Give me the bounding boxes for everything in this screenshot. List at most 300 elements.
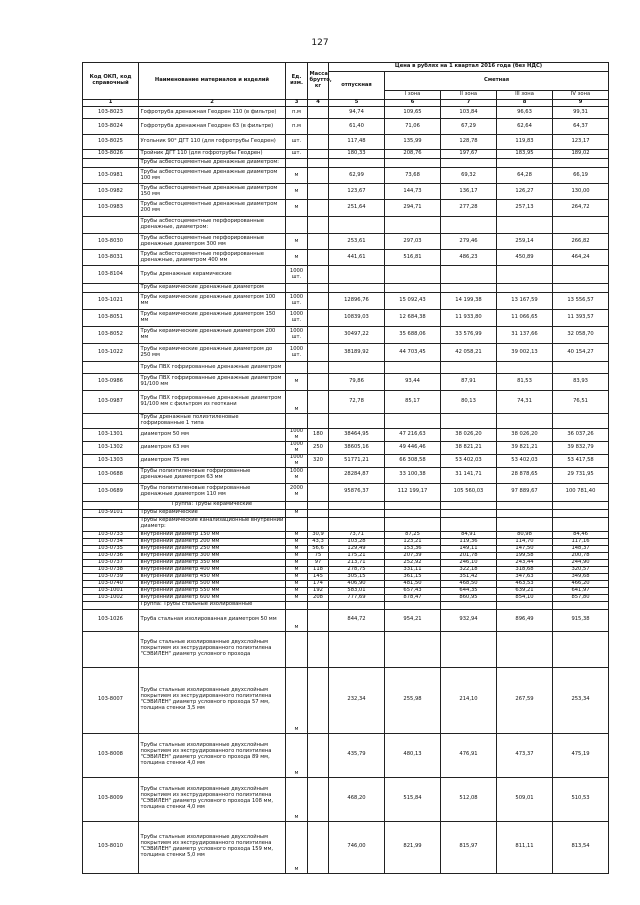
price-zone4-cell: 244,90: [553, 559, 609, 566]
price-zone4-cell: [553, 631, 609, 667]
name-cell: Трубы полиэтиленовые гофрированные дренажные диаметром 63 мм: [139, 467, 286, 483]
price-zone4-cell: 641,97: [553, 587, 609, 594]
price-zone2-cell: [441, 509, 497, 517]
mass-cell: [308, 414, 329, 429]
name-cell: Трубы стальные изолированные двухслойным покрытием из экструдированного полиэтилена "СЭВИЛЕН" диаметр условного прохода: [139, 631, 286, 667]
code-cell: 103-1002: [83, 594, 139, 601]
price-zone3-cell: 80,98: [497, 531, 553, 538]
price-zone3-cell: 896,49: [497, 609, 553, 631]
code-cell: 103-0733: [83, 531, 139, 538]
price-zone4-cell: 123,17: [553, 135, 609, 150]
name-cell: внутренний диаметр 350 мм: [139, 559, 286, 566]
price-zone1-cell: 153,36: [385, 545, 441, 552]
mass-cell: 192: [308, 587, 329, 594]
name-cell: внутренний диаметр 250 мм: [139, 545, 286, 552]
unit-cell: 1000 м: [286, 467, 308, 483]
mass-cell: [308, 250, 329, 266]
code-cell: [83, 362, 139, 374]
price-release-cell: [329, 217, 385, 234]
mass-cell: [308, 293, 329, 310]
price-zone4-cell: 53 417,58: [553, 454, 609, 467]
mass-cell: 97: [308, 559, 329, 566]
table-row: [83, 234, 609, 250]
price-zone1-cell: 294,71: [385, 200, 441, 217]
price-zone4-cell: 29 731,95: [553, 467, 609, 483]
price-zone3-cell: 28 878,65: [497, 467, 553, 483]
code-cell: 103-0983: [83, 200, 139, 217]
group-row: [83, 159, 609, 168]
price-release-cell: 10839,03: [329, 310, 385, 327]
price-zone1-cell: 516,81: [385, 250, 441, 266]
price-zone2-cell: 201,78: [441, 552, 497, 559]
code-cell: [83, 217, 139, 234]
unit-cell: м: [286, 573, 308, 580]
price-zone4-cell: [553, 414, 609, 429]
price-release-cell: 73,71: [329, 531, 385, 538]
price-release-cell: 12896,76: [329, 293, 385, 310]
price-zone2-cell: 80,13: [441, 391, 497, 414]
price-release-cell: [329, 509, 385, 517]
code-cell: 103-8026: [83, 150, 139, 159]
price-zone2-cell: [441, 501, 497, 509]
price-zone2-cell: 136,17: [441, 184, 497, 200]
header-name: Наименование материалов и изделий: [139, 63, 286, 100]
unit-cell: м: [286, 566, 308, 573]
price-release-cell: 103,28: [329, 538, 385, 545]
name-cell: Трубы асбестоцементные перфорированные дренажные, диаметром 400 мм: [139, 250, 286, 266]
price-zone3-cell: 259,14: [497, 234, 553, 250]
name-cell: Группа: Трубы стальные изолированные: [139, 601, 286, 609]
price-zone3-cell: [497, 414, 553, 429]
price-zone1-cell: 123,21: [385, 538, 441, 545]
table-row: [83, 609, 609, 631]
code-cell: 103-0987: [83, 391, 139, 414]
mass-cell: [308, 777, 329, 821]
price-release-cell: 213,71: [329, 559, 385, 566]
mass-cell: [308, 609, 329, 631]
price-zone2-cell: [441, 517, 497, 531]
price-zone2-cell: [441, 414, 497, 429]
name-cell: Трубы асбестоцементные дренажные диаметром 150 мм: [139, 184, 286, 200]
code-cell: [83, 501, 139, 509]
mass-cell: [308, 501, 329, 509]
price-zone1-cell: 73,68: [385, 168, 441, 184]
code-cell: 103-8023: [83, 107, 139, 119]
price-zone1-cell: 12 684,38: [385, 310, 441, 327]
code-cell: 103-0734: [83, 538, 139, 545]
name-cell: внутренний диаметр 600 мм: [139, 594, 286, 601]
name-cell: внутренний диаметр 150 мм: [139, 531, 286, 538]
price-zone1-cell: [385, 501, 441, 509]
code-cell: 103-1303: [83, 454, 139, 467]
price-zone2-cell: 322,18: [441, 566, 497, 573]
price-zone1-cell: 297,03: [385, 234, 441, 250]
price-release-cell: 38189,92: [329, 344, 385, 362]
price-zone4-cell: 200,78: [553, 552, 609, 559]
mass-cell: 30,9: [308, 531, 329, 538]
name-cell: Трубы асбестоцементные дренажные диаметром 100 мм: [139, 168, 286, 184]
name-cell: Тройник ДГТ 110 (для гофротрубы Геодрен): [139, 150, 286, 159]
mass-cell: [308, 601, 329, 609]
price-zone1-cell: 135,99: [385, 135, 441, 150]
name-cell: Трубы стальные изолированные двухслойным покрытием из экструдированного полиэтилена "СЭВИЛЕН" диаметр условного прохода 57 мм, толщина стенки 3,5 мм: [139, 667, 286, 733]
mass-cell: 43,3: [308, 538, 329, 545]
unit-cell: 1000 шт.: [286, 293, 308, 310]
price-zone4-cell: [553, 501, 609, 509]
price-zone1-cell: 361,15: [385, 573, 441, 580]
price-zone3-cell: 114,70: [497, 538, 553, 545]
price-release-cell: 253,61: [329, 234, 385, 250]
code-cell: 103-0736: [83, 552, 139, 559]
table-row: [83, 429, 609, 442]
code-cell: 103-8104: [83, 266, 139, 284]
code-cell: [83, 601, 139, 609]
price-zone4-cell: [553, 266, 609, 284]
price-zone3-cell: 96,63: [497, 107, 553, 119]
mass-cell: [308, 119, 329, 135]
code-cell: 103-8052: [83, 327, 139, 344]
col-number: 7: [441, 100, 497, 107]
price-zone1-cell: 93,44: [385, 374, 441, 391]
mass-cell: [308, 284, 329, 293]
table-row: [83, 327, 609, 344]
price-zone3-cell: 463,53: [497, 580, 553, 587]
mass-cell: [308, 184, 329, 200]
price-release-cell: 406,90: [329, 580, 385, 587]
code-cell: 103-0738: [83, 566, 139, 573]
price-zone2-cell: 351,42: [441, 573, 497, 580]
price-zone4-cell: 130,00: [553, 184, 609, 200]
mass-cell: 56,6: [308, 545, 329, 552]
name-cell: Трубы ПВХ гофрированные дренажные диаметром 91/100 мм с фильтром из геоткани: [139, 391, 286, 414]
unit-cell: м: [286, 234, 308, 250]
price-zone3-cell: 64,28: [497, 168, 553, 184]
unit-cell: м: [286, 580, 308, 587]
price-zone4-cell: 266,82: [553, 234, 609, 250]
price-zone4-cell: 99,31: [553, 107, 609, 119]
unit-cell: м: [286, 250, 308, 266]
price-release-cell: 468,20: [329, 777, 385, 821]
price-zone3-cell: [497, 517, 553, 531]
code-cell: 103-8025: [83, 135, 139, 150]
price-release-cell: 38464,95: [329, 429, 385, 442]
price-zone4-cell: 253,34: [553, 667, 609, 733]
price-zone1-cell: [385, 517, 441, 531]
price-release-cell: [329, 159, 385, 168]
price-zone3-cell: 119,83: [497, 135, 553, 150]
price-zone2-cell: 11 933,80: [441, 310, 497, 327]
unit-cell: м: [286, 552, 308, 559]
unit-cell: [286, 217, 308, 234]
price-zone3-cell: [497, 217, 553, 234]
code-cell: [83, 414, 139, 429]
price-release-cell: 278,75: [329, 566, 385, 573]
unit-cell: [286, 501, 308, 509]
mass-cell: 118: [308, 566, 329, 573]
price-zone2-cell: [441, 284, 497, 293]
price-release-cell: 435,79: [329, 733, 385, 777]
code-cell: 103-0737: [83, 559, 139, 566]
col-number: 2: [139, 100, 286, 107]
price-zone1-cell: 954,21: [385, 609, 441, 631]
price-zone2-cell: 149,11: [441, 545, 497, 552]
price-zone2-cell: 103,84: [441, 107, 497, 119]
unit-cell: 2000 м: [286, 483, 308, 501]
mass-cell: [308, 517, 329, 531]
price-zone1-cell: [385, 362, 441, 374]
price-zone4-cell: 13 556,57: [553, 293, 609, 310]
unit-cell: м: [286, 667, 308, 733]
price-zone3-cell: [497, 159, 553, 168]
name-cell: Трубы ПВХ гофрированные дренажные диаметром 91/100 мм: [139, 374, 286, 391]
table-row: [83, 667, 609, 733]
unit-cell: 1000 шт.: [286, 266, 308, 284]
mass-cell: 145: [308, 573, 329, 580]
mass-cell: [308, 159, 329, 168]
header-mass: Масса брутто, кг: [308, 63, 329, 100]
name-cell: Трубы стальные изолированные двухслойным покрытием из экструдированного полиэтилена "СЭВИЛЕН" диаметр условного прохода 159 мм, толщина стенки 5,0 мм: [139, 821, 286, 873]
mass-cell: [308, 135, 329, 150]
price-release-cell: 129,49: [329, 545, 385, 552]
price-zone4-cell: 117,16: [553, 538, 609, 545]
price-zone3-cell: 147,50: [497, 545, 553, 552]
group-row: [83, 362, 609, 374]
name-cell: внутренний диаметр 300 мм: [139, 552, 286, 559]
unit-cell: м: [286, 609, 308, 631]
price-release-cell: [329, 517, 385, 531]
name-cell: Трубы дренажные полиэтиленовые гофрированные 1 типа: [139, 414, 286, 429]
price-zone3-cell: 13 167,59: [497, 293, 553, 310]
price-zone1-cell: 44 703,45: [385, 344, 441, 362]
price-release-cell: 51771,21: [329, 454, 385, 467]
price-zone4-cell: 32 058,70: [553, 327, 609, 344]
price-zone3-cell: 509,01: [497, 777, 553, 821]
col-number: 4: [308, 100, 329, 107]
price-zone4-cell: 84,46: [553, 531, 609, 538]
price-release-cell: [329, 601, 385, 609]
price-zone4-cell: 475,19: [553, 733, 609, 777]
price-zone1-cell: 208,76: [385, 150, 441, 159]
mass-cell: [308, 467, 329, 483]
table-row: [83, 821, 609, 873]
price-release-cell: [329, 362, 385, 374]
price-zone4-cell: 320,57: [553, 566, 609, 573]
mass-cell: [308, 217, 329, 234]
price-zone4-cell: 64,37: [553, 119, 609, 135]
mass-cell: 320: [308, 454, 329, 467]
table-header: [83, 63, 609, 107]
price-release-cell: 62,99: [329, 168, 385, 184]
price-zone3-cell: 53 402,03: [497, 454, 553, 467]
unit-cell: м: [286, 391, 308, 414]
mass-cell: [308, 310, 329, 327]
price-zone2-cell: 128,78: [441, 135, 497, 150]
col-number: 5: [329, 100, 385, 107]
mass-cell: [308, 667, 329, 733]
name-cell: Трубы керамические дренажные диаметром 200 мм: [139, 327, 286, 344]
col-number: 8: [497, 100, 553, 107]
table-row: [83, 441, 609, 454]
unit-cell: м: [286, 821, 308, 873]
table-row: [83, 266, 609, 284]
price-zone3-cell: 31 137,66: [497, 327, 553, 344]
name-cell: Угольник 90° ДГТ 110 (для гофротрубы Геодрен): [139, 135, 286, 150]
price-zone1-cell: 821,99: [385, 821, 441, 873]
price-zone2-cell: 468,50: [441, 580, 497, 587]
price-zone1-cell: 144,73: [385, 184, 441, 200]
name-cell: внутренний диаметр 500 мм: [139, 580, 286, 587]
code-cell: [83, 631, 139, 667]
unit-cell: шт.: [286, 135, 308, 150]
name-cell: Трубы стальные изолированные двухслойным покрытием из экструдированного полиэтилена "СЭВИЛЕН" диаметр условного прохода 89 мм, толщина стенки 4,0 мм: [139, 733, 286, 777]
unit-cell: м: [286, 733, 308, 777]
price-release-cell: 175,21: [329, 552, 385, 559]
price-zone3-cell: 811,11: [497, 821, 553, 873]
price-release-cell: 30497,22: [329, 327, 385, 344]
mass-cell: [308, 631, 329, 667]
price-zone4-cell: 857,80: [553, 594, 609, 601]
name-cell: Трубы полиэтиленовые гофрированные дренажные диаметром 110 мм: [139, 483, 286, 501]
unit-cell: м: [286, 545, 308, 552]
unit-cell: м: [286, 184, 308, 200]
unit-cell: 1000 м: [286, 441, 308, 454]
code-cell: 103-8007: [83, 667, 139, 733]
price-zone3-cell: 318,68: [497, 566, 553, 573]
price-release-cell: [329, 501, 385, 509]
price-zone4-cell: [553, 284, 609, 293]
mass-cell: [308, 374, 329, 391]
header-estimate-price: Сметная: [385, 72, 609, 91]
price-zone1-cell: 49 446,46: [385, 441, 441, 454]
header-zone-4: IV зона: [553, 91, 609, 100]
price-release-cell: 251,64: [329, 200, 385, 217]
code-cell: 103-0982: [83, 184, 139, 200]
price-zone4-cell: 100 781,40: [553, 483, 609, 501]
price-zone4-cell: [553, 362, 609, 374]
mass-cell: 75: [308, 552, 329, 559]
price-zone3-cell: 74,31: [497, 391, 553, 414]
price-zone4-cell: 36 037,26: [553, 429, 609, 442]
price-release-cell: 72,78: [329, 391, 385, 414]
name-cell: Труба стальная изолированная диаметром 50 мм: [139, 609, 286, 631]
price-release-cell: 180,33: [329, 150, 385, 159]
name-cell: внутренний диаметр 550 мм: [139, 587, 286, 594]
price-zone3-cell: 81,53: [497, 374, 553, 391]
table-row: [83, 454, 609, 467]
price-zone4-cell: 39 832,79: [553, 441, 609, 454]
unit-cell: м: [286, 509, 308, 517]
price-zone4-cell: 915,38: [553, 609, 609, 631]
header-release-price: отпускная: [329, 72, 385, 100]
name-cell: диаметром 75 мм: [139, 454, 286, 467]
code-cell: 103-1301: [83, 429, 139, 442]
code-cell: 103-0735: [83, 545, 139, 552]
price-zone4-cell: 349,68: [553, 573, 609, 580]
price-zone1-cell: [385, 159, 441, 168]
price-zone4-cell: 813,54: [553, 821, 609, 873]
table-row: [83, 119, 609, 135]
name-cell: Трубы стальные изолированные двухслойным покрытием из экструдированного полиэтилена "СЭВИЛЕН" диаметр условного прохода 108 мм, толщина стенки 4,0 мм: [139, 777, 286, 821]
code-cell: 103-1021: [83, 293, 139, 310]
mass-cell: [308, 509, 329, 517]
price-zone1-cell: 480,13: [385, 733, 441, 777]
price-zone1-cell: 66 308,58: [385, 454, 441, 467]
price-zone3-cell: 38 026,20: [497, 429, 553, 442]
price-release-cell: 746,00: [329, 821, 385, 873]
price-zone1-cell: 481,50: [385, 580, 441, 587]
mass-cell: [308, 344, 329, 362]
table-row: [83, 310, 609, 327]
price-zone3-cell: [497, 509, 553, 517]
mass-cell: [308, 150, 329, 159]
code-cell: 103-1302: [83, 441, 139, 454]
name-cell: Трубы дренажные керамические: [139, 266, 286, 284]
price-zone4-cell: 510,53: [553, 777, 609, 821]
col-number: 9: [553, 100, 609, 107]
name-cell: Трубы керамические дренажные диаметром 150 мм: [139, 310, 286, 327]
price-zone2-cell: 197,67: [441, 150, 497, 159]
price-release-cell: 61,40: [329, 119, 385, 135]
code-cell: 103-8010: [83, 821, 139, 873]
price-zone3-cell: 639,21: [497, 587, 553, 594]
price-zone1-cell: [385, 266, 441, 284]
price-zone1-cell: 112 199,17: [385, 483, 441, 501]
header-code: Код ОКП, код справочный: [83, 63, 139, 100]
price-release-cell: 123,67: [329, 184, 385, 200]
price-release-cell: 441,61: [329, 250, 385, 266]
price-zone1-cell: 85,17: [385, 391, 441, 414]
unit-cell: м: [286, 374, 308, 391]
name-cell: Трубы керамические дренажные диаметром 100 мм: [139, 293, 286, 310]
mass-cell: [308, 391, 329, 414]
unit-cell: 1000 м: [286, 429, 308, 442]
name-cell: Трубы керамические дренажные диаметром до 250 мм: [139, 344, 286, 362]
name-cell: Трубы керамические канализационные внутренний диаметр:: [139, 517, 286, 531]
unit-cell: м: [286, 777, 308, 821]
code-cell: 103-0739: [83, 573, 139, 580]
unit-cell: 1000 шт.: [286, 327, 308, 344]
unit-cell: [286, 362, 308, 374]
price-zone4-cell: 189,02: [553, 150, 609, 159]
price-zone2-cell: 512,08: [441, 777, 497, 821]
table-row: [83, 135, 609, 150]
code-cell: 103-8051: [83, 310, 139, 327]
price-zone4-cell: [553, 217, 609, 234]
code-cell: 103-1001: [83, 587, 139, 594]
unit-cell: [286, 284, 308, 293]
price-zone2-cell: 38 821,21: [441, 441, 497, 454]
col-number: 3: [286, 100, 308, 107]
price-zone2-cell: 815,97: [441, 821, 497, 873]
code-cell: 103-8030: [83, 234, 139, 250]
price-release-cell: [329, 414, 385, 429]
mass-cell: [308, 266, 329, 284]
price-zone1-cell: [385, 631, 441, 667]
header-zone-3: III зона: [497, 91, 553, 100]
price-zone1-cell: 878,47: [385, 594, 441, 601]
unit-cell: 1000 шт.: [286, 310, 308, 327]
price-zone3-cell: 473,37: [497, 733, 553, 777]
group-row: [83, 517, 609, 531]
name-cell: внутренний диаметр 400 мм: [139, 566, 286, 573]
col-number: 6: [385, 100, 441, 107]
page-number: 127: [311, 38, 329, 48]
code-cell: 103-8024: [83, 119, 139, 135]
unit-cell: п.м: [286, 119, 308, 135]
price-zone4-cell: 76,51: [553, 391, 609, 414]
price-zone3-cell: [497, 362, 553, 374]
name-cell: Гофротруба дренажная Геодрен 110 (в фильтре): [139, 107, 286, 119]
